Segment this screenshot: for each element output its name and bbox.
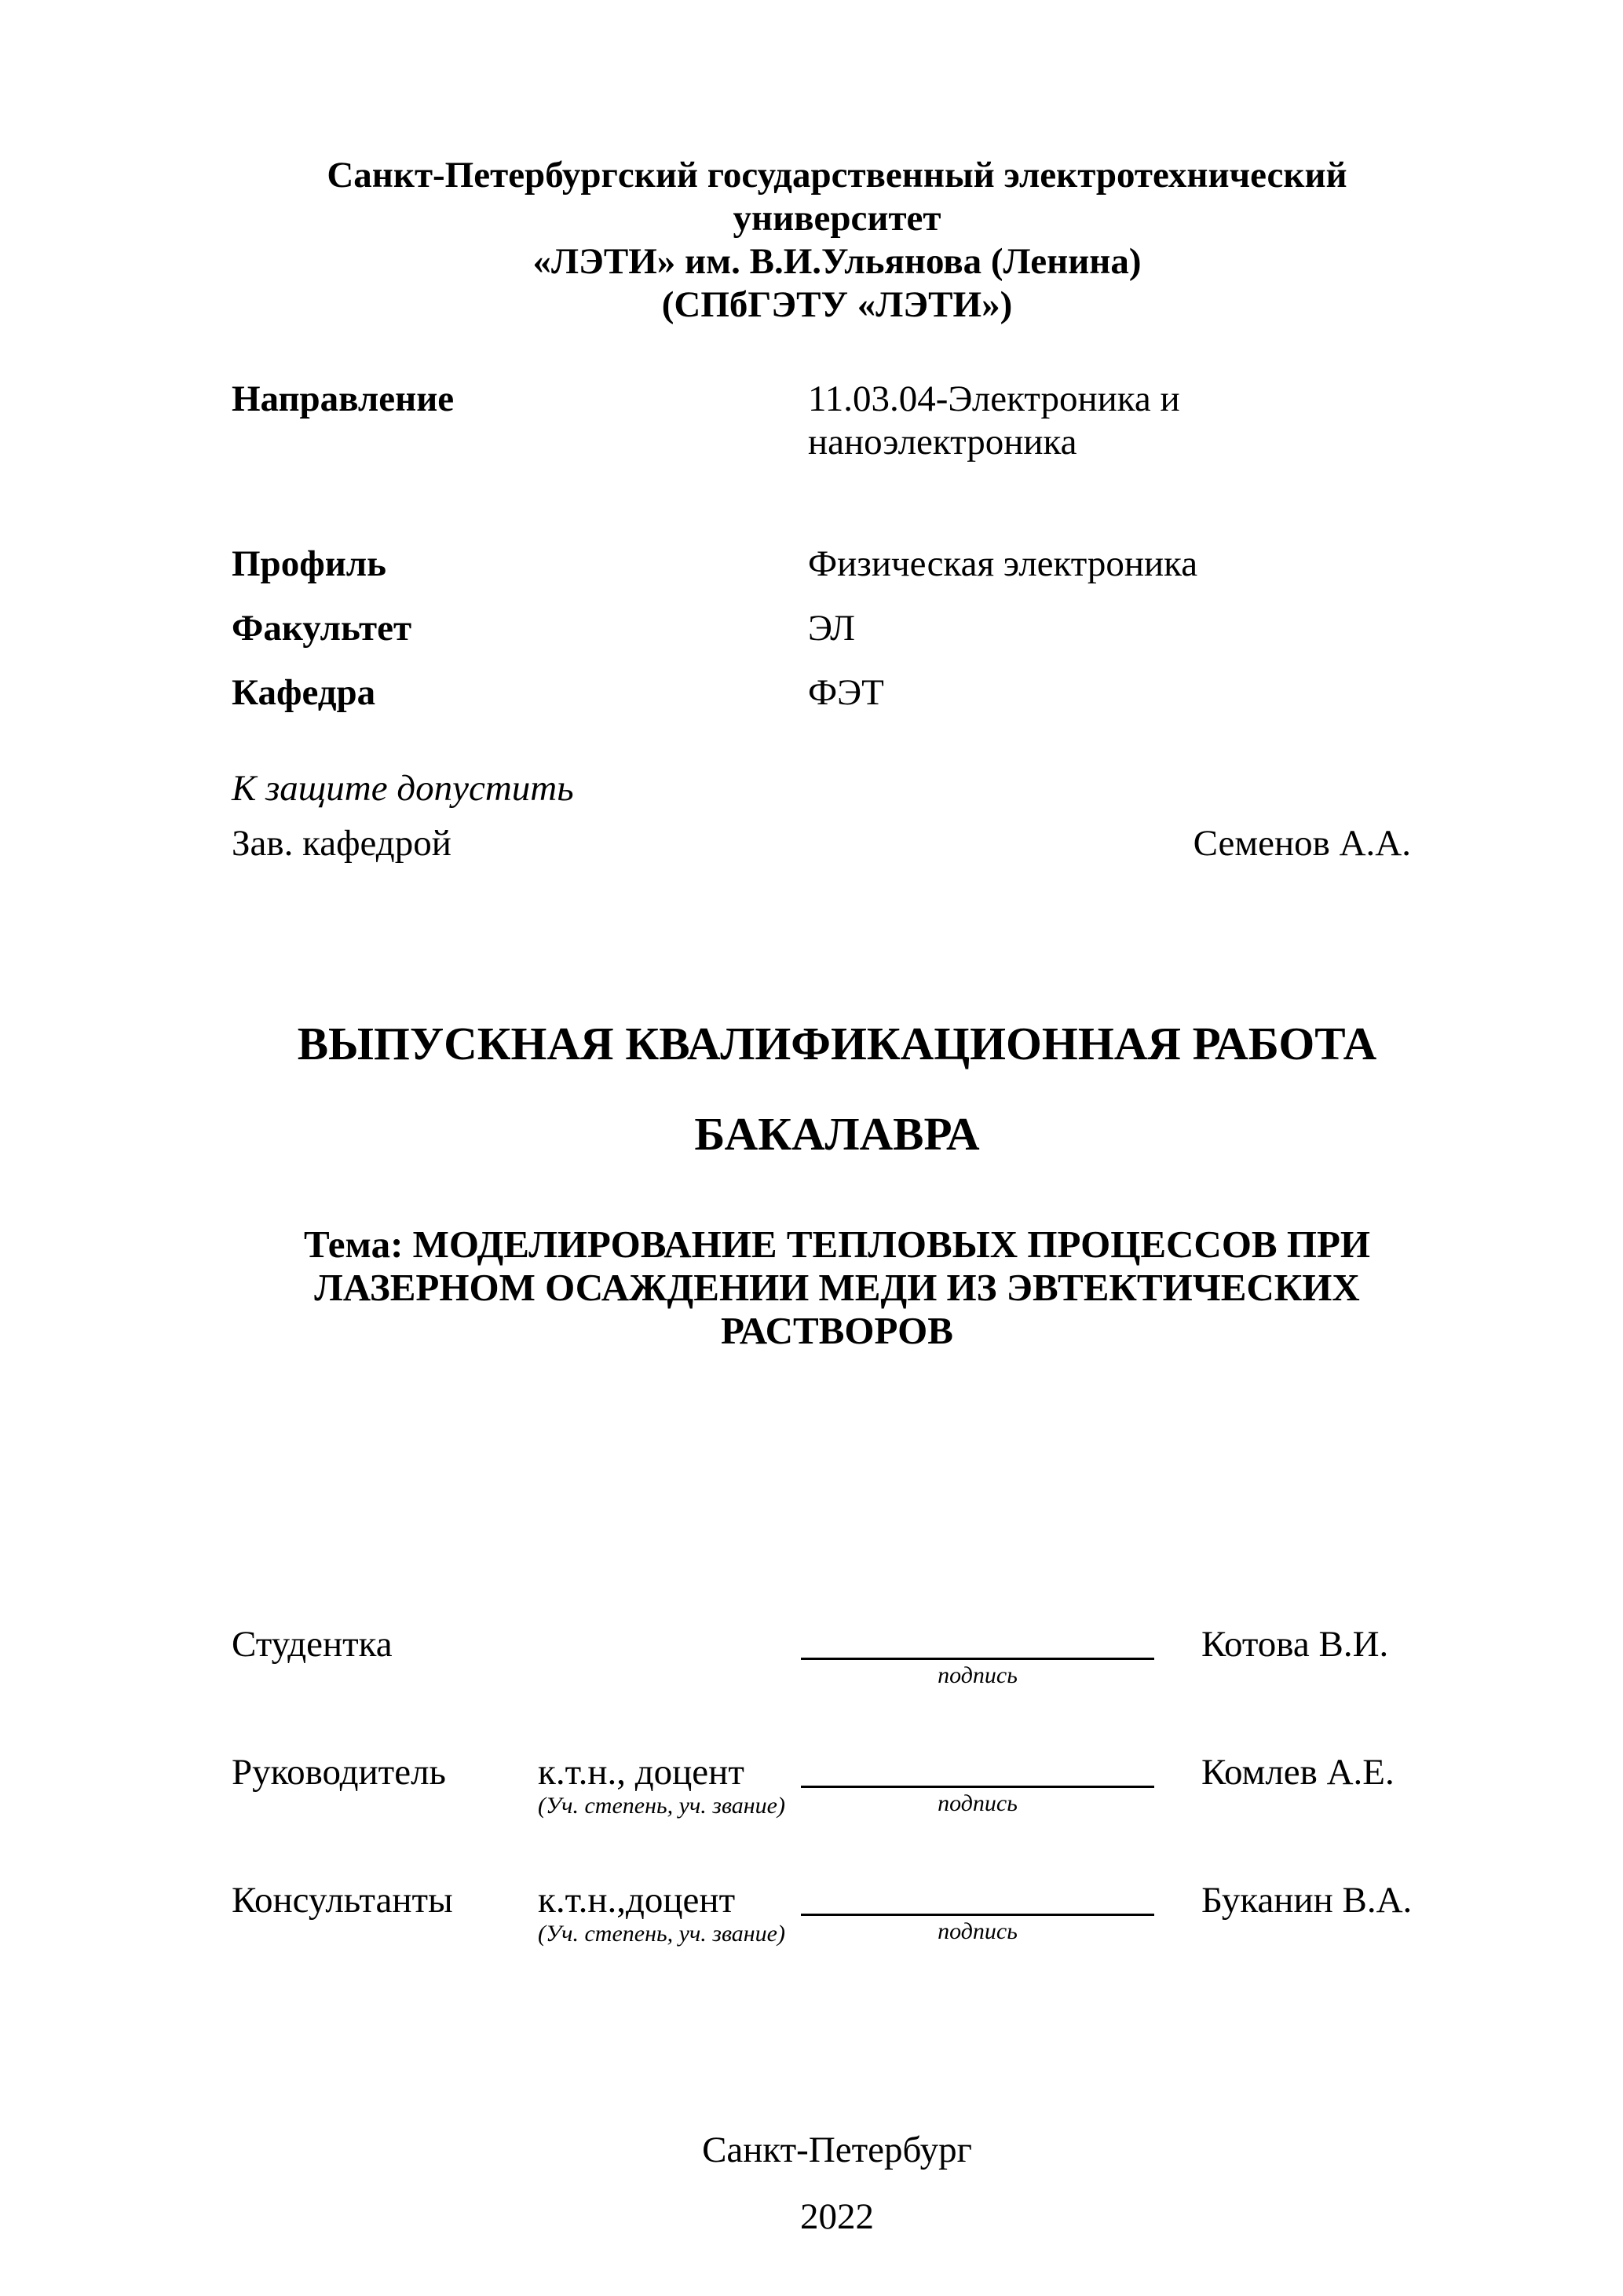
- consultants-name: Буканин В.А.: [1201, 1880, 1413, 1921]
- department-value: ФЭТ: [808, 672, 884, 713]
- university-name-line-2: «ЛЭТИ» им. В.И.Ульянова (Ленина): [532, 241, 1142, 282]
- meta-row-direction: [232, 378, 1442, 464]
- consultants-signature-line: [801, 1879, 1154, 1916]
- admission-row: [232, 822, 1442, 865]
- supervisor-degree: к.т.н., доцент: [538, 1752, 744, 1793]
- work-title: [232, 1016, 1442, 1161]
- signature-row-consultants: [232, 1879, 1442, 1947]
- signature-row-supervisor: [232, 1751, 1442, 1819]
- profile-value: Физическая электроника: [808, 543, 1198, 584]
- admission-note: К защите допустить: [232, 768, 574, 809]
- footer-city: Санкт-Петербург: [702, 2130, 972, 2170]
- department-label: Кафедра: [232, 672, 376, 713]
- consultants-degree-cell: [538, 1879, 801, 1947]
- head-of-department-label: Зав. кафедрой: [232, 823, 451, 864]
- supervisor-signature-cell: [801, 1751, 1154, 1817]
- student-signature-cell: [801, 1623, 1154, 1689]
- head-of-department-name: Семенов А.А.: [1193, 823, 1411, 864]
- consultants-signature-caption: подпись: [938, 1918, 1018, 1944]
- meta-row-faculty: [232, 607, 1442, 650]
- student-role-label: Студентка: [232, 1624, 393, 1665]
- faculty-label: Факультет: [232, 608, 412, 649]
- theme-line-2: ЛАЗЕРНОМ ОСАЖДЕНИИ МЕДИ ИЗ ЭВТЕКТИЧЕСКИХ: [314, 1266, 1360, 1309]
- signature-block: [232, 1623, 1442, 1947]
- consultants-role-label: Консультанты: [232, 1880, 453, 1921]
- admission-block: [232, 767, 1442, 865]
- theme-line-1: Тема: МОДЕЛИРОВАНИЕ ТЕПЛОВЫХ ПРОЦЕССОВ ПРИ: [303, 1223, 1371, 1266]
- university-header: [232, 154, 1442, 327]
- supervisor-signature-caption: подпись: [938, 1790, 1018, 1816]
- student-signature-caption: подпись: [938, 1662, 1018, 1688]
- supervisor-signature-line: [801, 1751, 1154, 1788]
- supervisor-degree-caption: (Уч. степень, уч. звание): [538, 1793, 785, 1819]
- supervisor-degree-cell: [538, 1751, 801, 1819]
- signature-row-student: [232, 1623, 1442, 1689]
- consultants-signature-cell: [801, 1879, 1154, 1945]
- work-title-line-2: БАКАЛАВРА: [694, 1108, 980, 1160]
- footer-year: 2022: [800, 2196, 874, 2237]
- thesis-theme: [232, 1223, 1442, 1352]
- university-name-line-3: (СПбГЭТУ «ЛЭТИ»): [661, 284, 1013, 325]
- direction-label: Направление: [232, 378, 455, 419]
- consultants-degree: к.т.н.,доцент: [538, 1880, 736, 1921]
- profile-label: Профиль: [232, 543, 387, 584]
- theme-line-3: РАСТВОРОВ: [721, 1309, 953, 1352]
- student-name: Котова В.И.: [1201, 1624, 1389, 1665]
- university-name-line-1: Санкт-Петербургский государственный электротехнический университет: [327, 155, 1347, 239]
- consultants-degree-caption: (Уч. степень, уч. звание): [538, 1921, 785, 1947]
- meta-row-profile: [232, 543, 1442, 586]
- faculty-value: ЭЛ: [808, 608, 855, 649]
- program-metadata: [232, 378, 1442, 715]
- footer: [232, 2129, 1442, 2239]
- direction-value: 11.03.04-Электроника и наноэлектроника: [808, 378, 1180, 462]
- student-signature-line: [801, 1623, 1154, 1660]
- supervisor-role-label: Руководитель: [232, 1752, 446, 1793]
- meta-row-department: [232, 671, 1442, 715]
- supervisor-name: Комлев А.Е.: [1201, 1752, 1395, 1793]
- work-title-line-1: ВЫПУСКНАЯ КВАЛИФИКАЦИОННАЯ РАБОТА: [297, 1018, 1377, 1069]
